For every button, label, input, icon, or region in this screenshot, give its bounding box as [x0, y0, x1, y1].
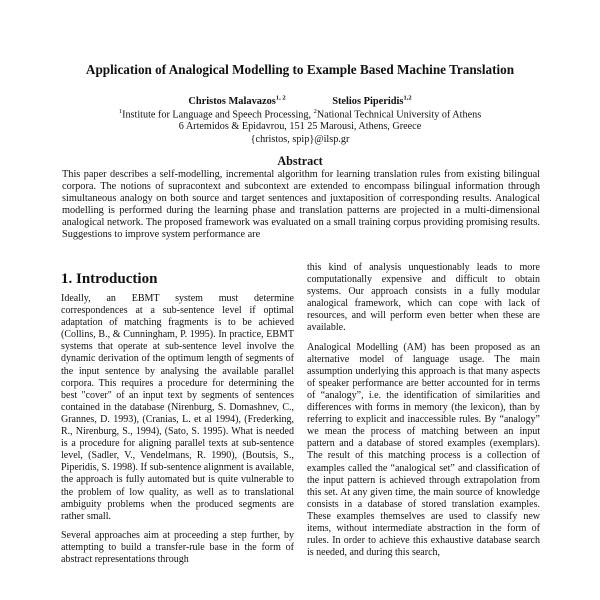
section-heading-introduction: 1. Introduction [61, 271, 158, 287]
author-line [0, 95, 600, 107]
affiliation-line-1: $^1$Institute for Language and Speech Processing, $^2$National Technical University of Athens [118, 108, 482, 121]
affiliation-email: {christos, spip}@ilsp.gr [250, 134, 350, 145]
author-1: Christos Malavazos$^{1, 2}$ [188, 95, 286, 108]
right-column [307, 262, 540, 566]
intro-paragraph-3: this kind of analysis unquestionably leads to more computationally expensive and difficult to obtain systems. Our approach consists in a fully modular analogical framework, which can cope with lack of resources, and will perform even better when these are available. [307, 262, 540, 334]
left-column [61, 268, 294, 573]
paper-title: Application of Analogical Modelling to Example Based Machine Translation [85, 62, 515, 77]
intro-paragraph-1: Ideally, an EBMT system must determine correspondences at a sub-sentence level if optimal adaptation of matching fragments is to be achieved (Collins, B., & Cunningham, P. 1995). In practice, EBMT systems that operate at sub-sentence level involve the dynamic derivation of the optimum length of segments of the input sentence by analysing the available parallel corpora. This requires a procedure for determining the best "cover" of an input text by segments of sentences contained in the database (Nirenburg, S. Domashnev, C., Grannes, D. 1993), (Cranias, L. et al 1994), (Frederking, R., Nirenburg, S., 1994), (Sato, S. 1995). What is needed is a procedure for aligning parallel texts at sub-sentence level, (Sadler, V., Vendelmans, R. 1990), (Boutsis, S., Piperidis, S. 1998). If sub-sentence alignment is available, the approach is fully automated but is quite vulnerable to the problem of low quality, as well as to translational ambiguity problems when the produced segments are rather small. [61, 293, 295, 522]
abstract-body: This paper describes a self-modelling, incremental algorithm for learning translation rules from existing bilingual corpora. The notions of supracontext and subcontext are extended to encompass bilingual information through simultaneous analogy on both source and target sentences and juxtaposition of corresponding results. Analogical modelling is performed during the learning phase and translation patterns are projected in a multi-dimensional analogical network. The proposed framework was evaluated on a small training corpus providing promising results. Suggestions to improve system performance are [62, 169, 540, 241]
affiliation-address: 6 Artemidos & Epidavrou, 151 25 Marousi, Athens, Greece [178, 121, 422, 132]
intro-paragraph-4: Analogical Modelling (AM) has been proposed as an alternative model of language usage. The main assumption underlying this approach is that many aspects of speaker performance are better accounted for in terms of “analogy”, i.e. the identification of similarities and differences with forms in memory (the lexicon), than by referring to explicit and inaccessible rules. By “analogy” we mean the process of matching between an input pattern and a database of stored examples (exemplars). The result of this matching process is a collection of examples called the “analogical set” and classification of the input pattern is achieved through extrapolation from this set. At any given time, the main source of knowledge consists in a database of stored translation examples. These examples themselves are used to classify new items, without intermediate abstraction in the form of rules. In order to achieve this exhaustive database search is needed, and during this search, [307, 341, 540, 559]
author-2: Stelios Piperidis$^{1,2}$ [332, 95, 412, 108]
intro-paragraph-2: Several approaches aim at proceeding a step further, by attempting to build a transfer-rule base in the form of abstract representations through [61, 529, 294, 565]
abstract-heading: Abstract [277, 154, 323, 168]
